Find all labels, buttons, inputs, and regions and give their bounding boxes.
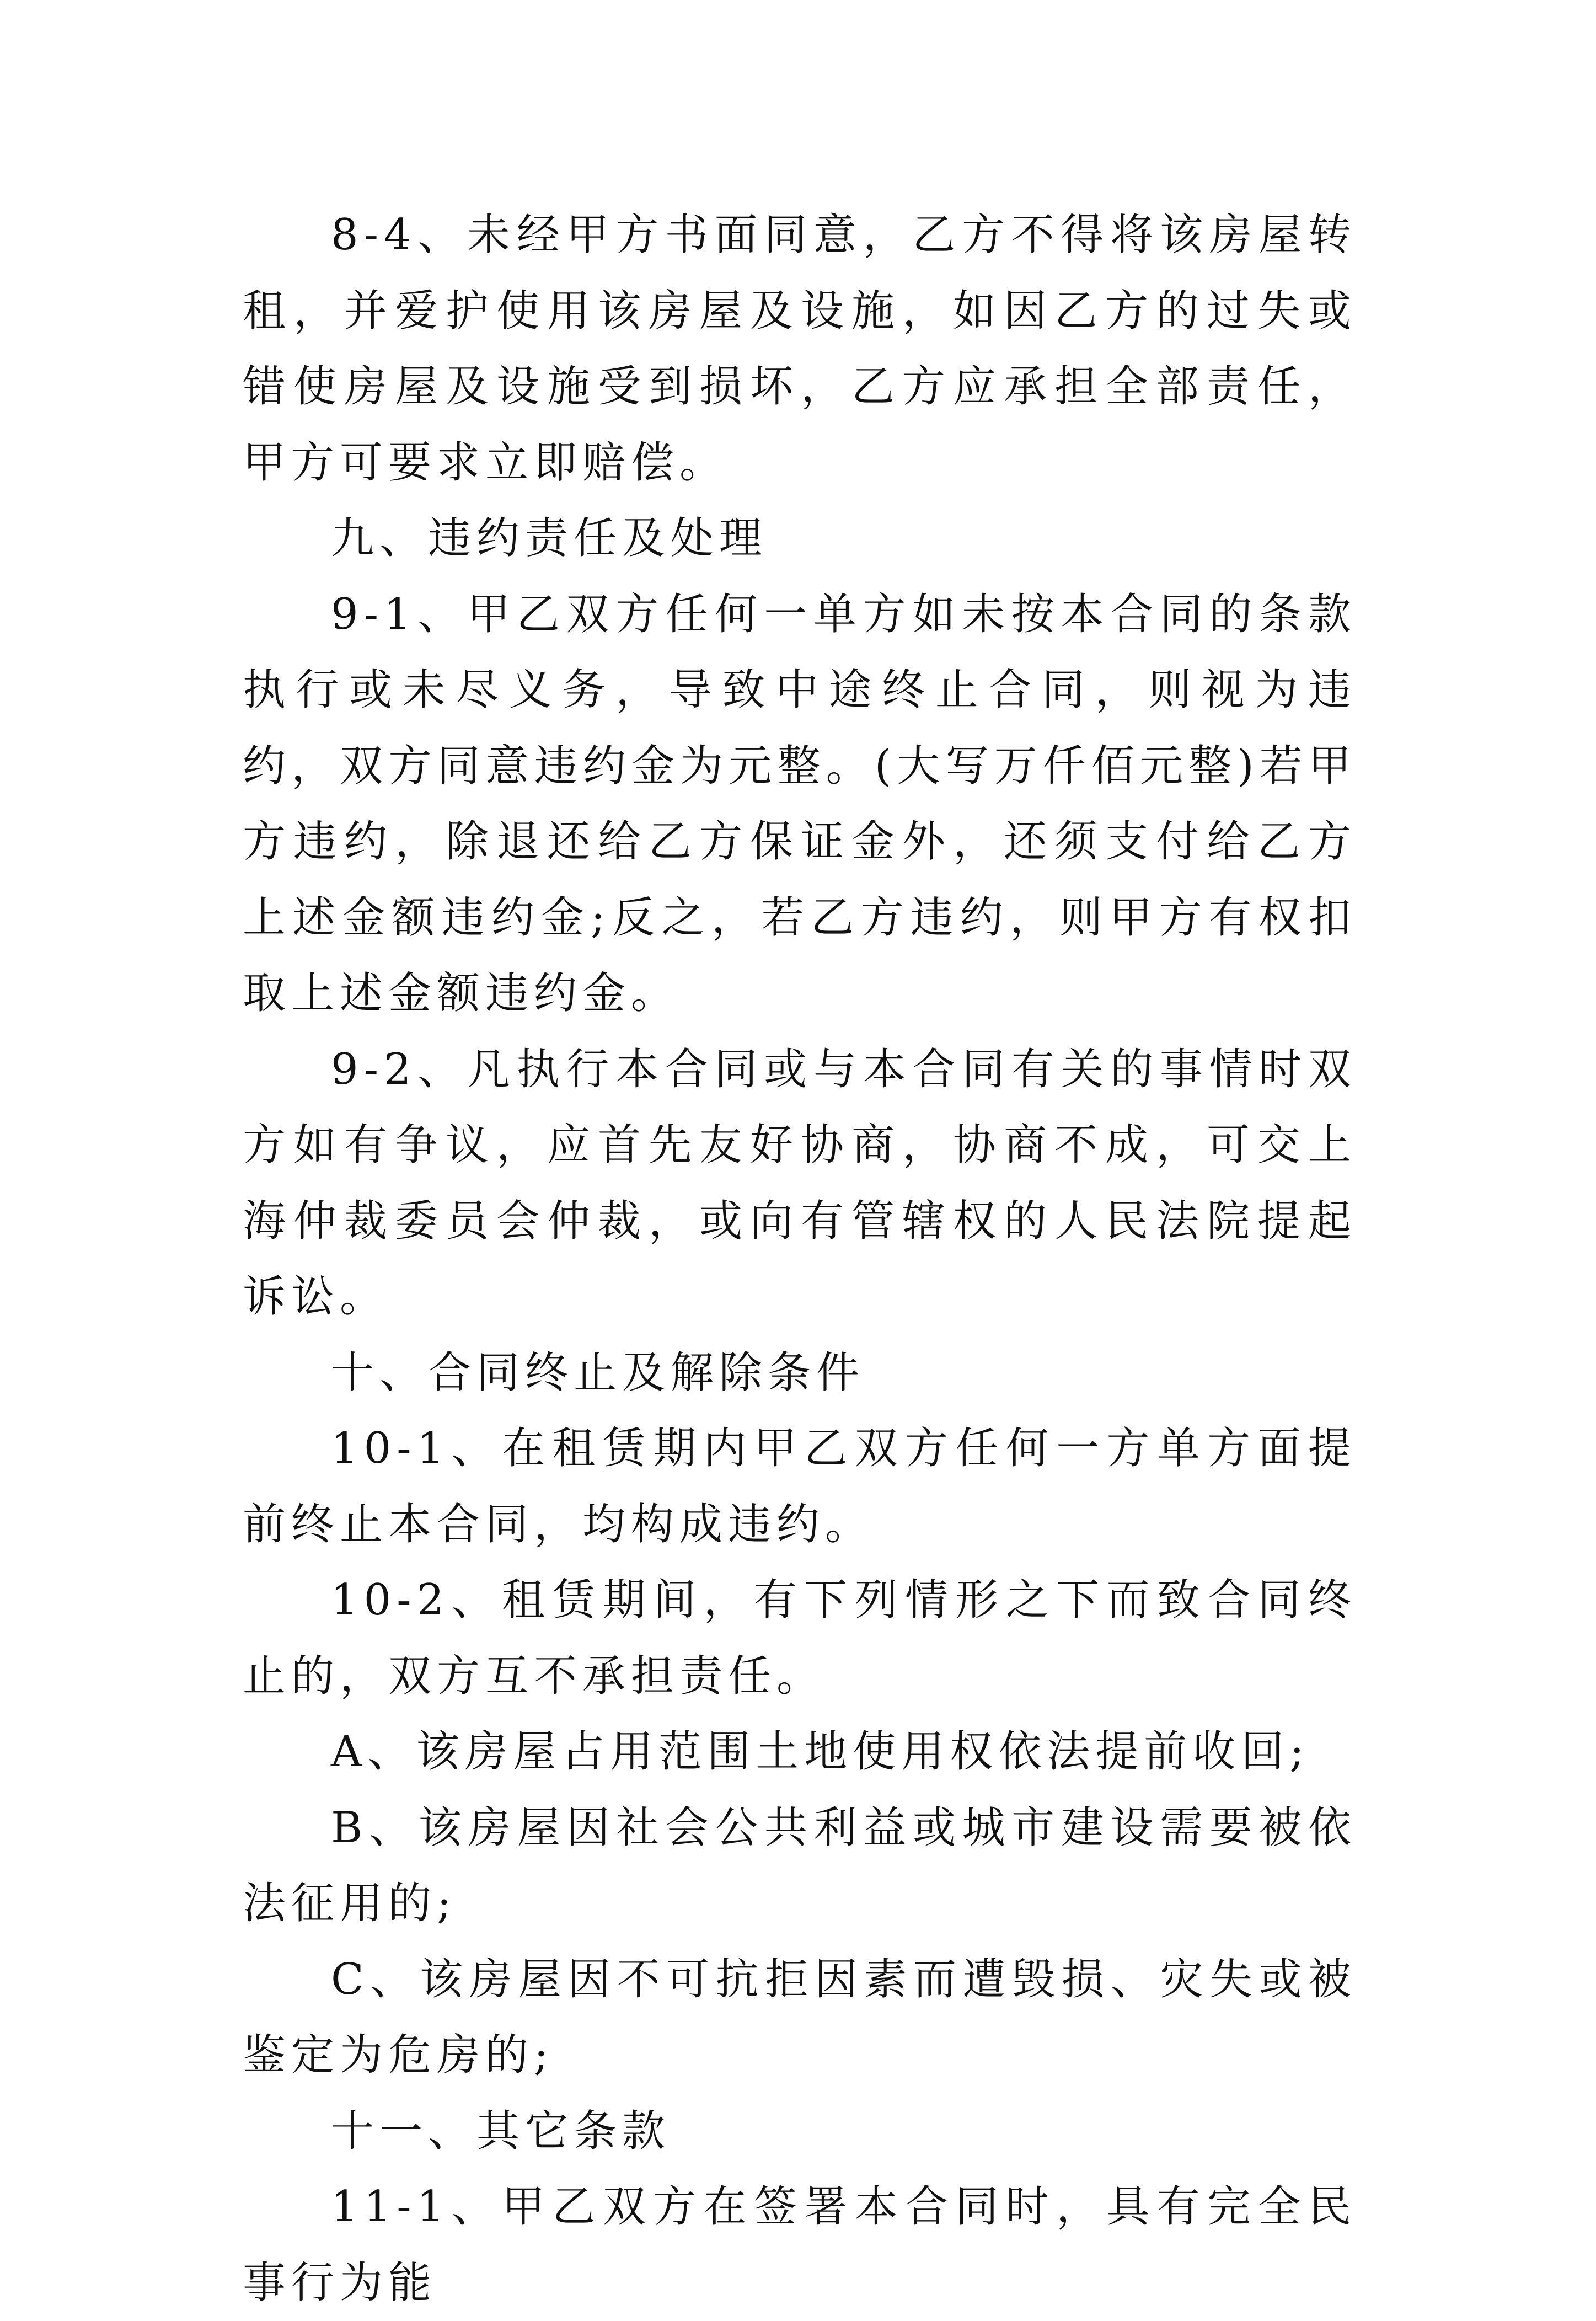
clause-10-2-c: C、该房屋因不可抗拒因素而遭毁损、灾失或被鉴定为危房的; (243, 1954, 1357, 2080)
clause-8-4: 8-4、未经甲方书面同意，乙方不得将该房屋转租，并爱护使用该房屋及设施，如因乙方的过失或错使房屋及设施受到损坏，乙方应承担全部责任，甲方可要求立即赔偿。 (243, 210, 1357, 488)
clause-9-2: 9-2、凡执行本合同或与本合同有关的事情时双方如有争议，应首先友好协商，协商不成，可交上海仲裁委员会仲裁，或向有管辖权的人民法院提起诉讼。 (243, 1044, 1357, 1322)
clause-11-1: 11-1、甲乙双方在签署本合同时，具有完全民事行为能 (243, 2182, 1357, 2308)
section-heading-10: 十、合同终止及解除条件 (331, 1347, 865, 1398)
clause-10-2-a: A、该房屋占用范围土地使用权依法提前收回; (331, 1727, 1310, 1777)
section-heading-9: 九、违约责任及处理 (331, 514, 768, 563)
section-heading-11: 十一、其它条款 (331, 2106, 671, 2156)
clause-10-2-b: B、该房屋因社会公共利益或城市建设需要被依法征用的; (243, 1803, 1357, 1928)
clause-10-1: 10-1、在租赁期内甲乙双方任何一方单方面提前终止本合同，均构成违约。 (243, 1424, 1357, 1549)
document-body (243, 197, 1357, 2321)
clause-10-2: 10-2、租赁期间，有下列情形之下而致合同终止的，双方互不承担责任。 (243, 1575, 1357, 1701)
clause-9-1: 9-1、甲乙双方任何一单方如未按本合同的条款执行或未尽义务，导致中途终止合同，则视为违约，双方同意违约金为元整。(大写万仟佰元整)若甲方违约，除退还给乙方保证金外，还须支付给乙方上述金额违约金;反之，若乙方违约，则甲方有权扣取上述金额违约金。 (243, 589, 1357, 1018)
